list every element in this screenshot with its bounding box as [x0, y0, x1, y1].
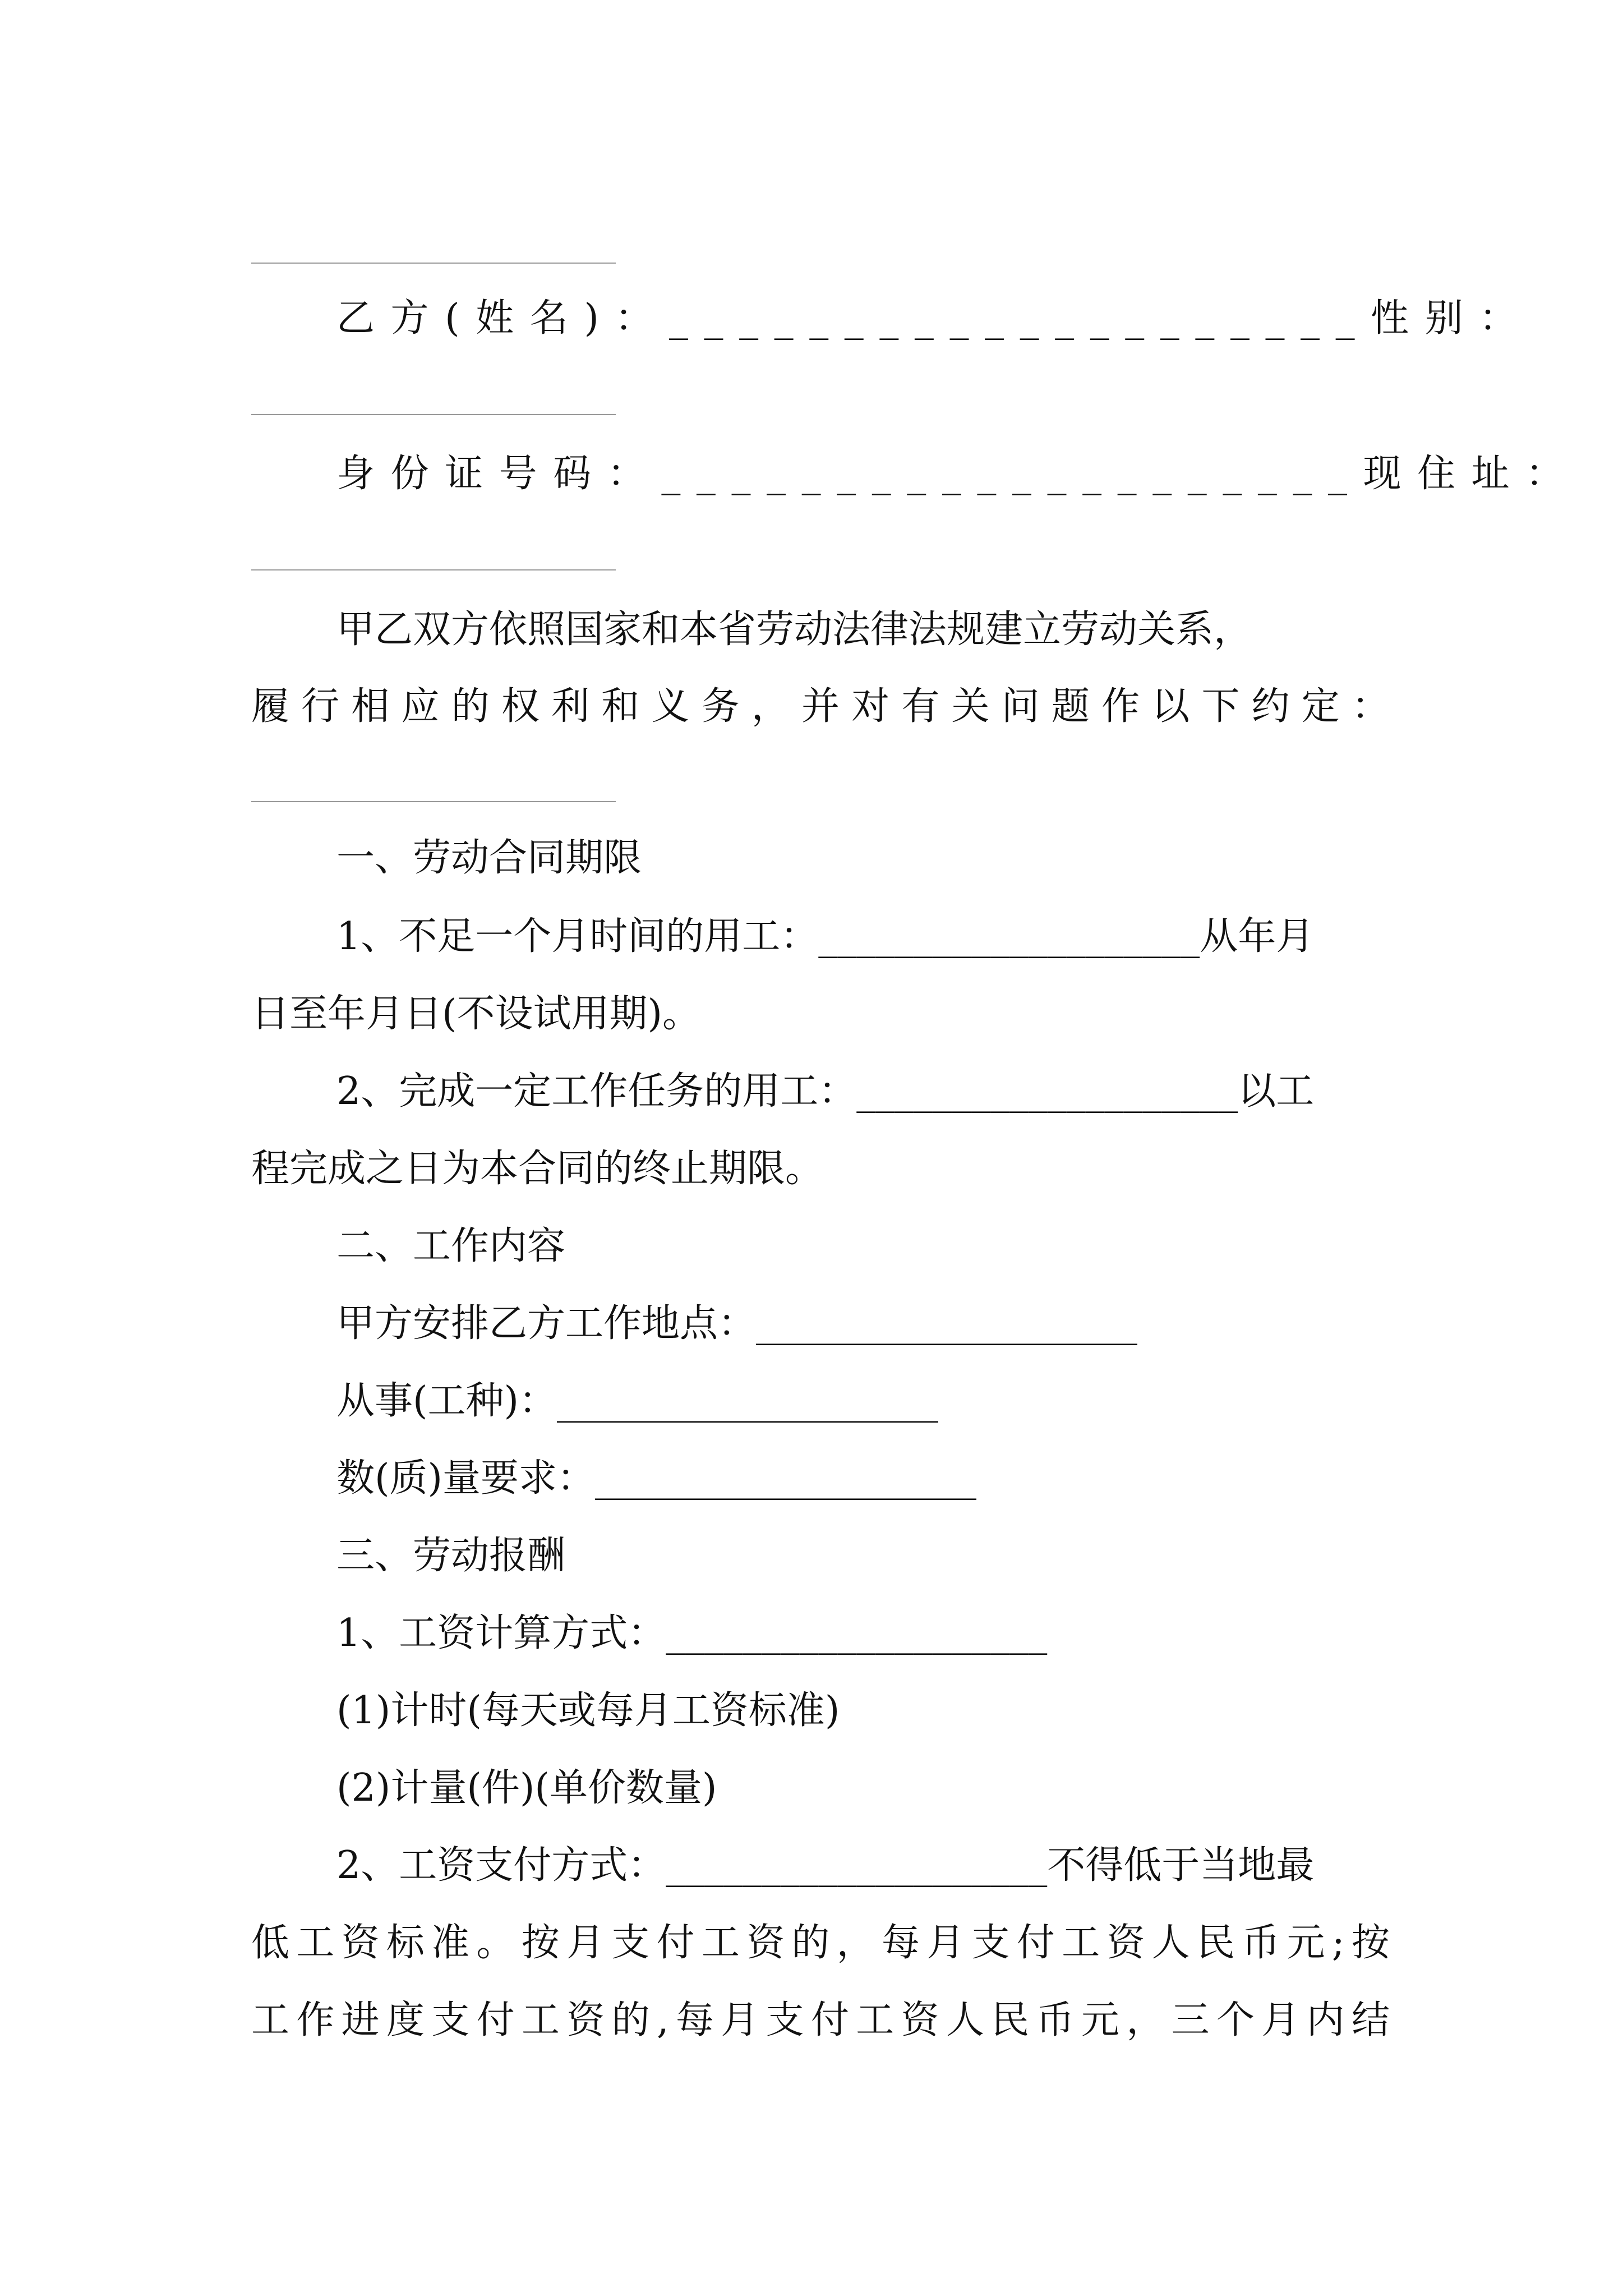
section-1-item-1-line-1: 1、不足一个月时间的用工：____________________从年月: [336, 914, 1315, 959]
wage-option-2: (2)计量(件)(单价数量): [336, 1766, 717, 1810]
party-b-id-line: 身份证号码：____________________现住址：: [336, 452, 1580, 496]
blank-rule: [251, 414, 616, 415]
blank-rule: [251, 569, 616, 570]
wage-payment-line-3: 工作进度支付工资的,每月支付工资人民币元，三个月内结: [251, 1998, 1390, 2042]
work-location-line: 甲方安排乙方工作地点：____________________: [336, 1301, 1138, 1346]
section-1-item-2-line-1: 2、完成一定工作任务的用工：____________________以工: [336, 1069, 1315, 1114]
party-b-name-line: 乙方(姓名)：____________________性别：: [336, 296, 1533, 341]
job-type-line: 从事(工种)：____________________: [336, 1379, 939, 1423]
wage-option-1: (1)计时(每天或每月工资标准): [336, 1688, 840, 1733]
blank-rule: [251, 263, 616, 264]
blank-rule: [251, 801, 616, 802]
quantity-requirement-line: 数(质)量要求：____________________: [336, 1456, 977, 1501]
section-1-heading: 一、劳动合同期限: [336, 836, 642, 880]
intro-line-1: 甲乙双方依照国家和本省劳动法律法规建立劳动关系，: [336, 608, 1252, 652]
section-1-item-1-line-2: 日至年月日(不设试用期)。: [251, 992, 701, 1036]
wage-payment-line-2: 低工资标准。按月支付工资的，每月支付工资人民币元;按: [251, 1921, 1390, 1965]
section-1-item-2-line-2: 程完成之日为本合同的终止期限。: [251, 1147, 824, 1191]
wage-calc-method-line: 1、工资计算方式：____________________: [336, 1611, 1048, 1655]
wage-payment-line-1: 2、工资支付方式：____________________不得低于当地最: [336, 1843, 1315, 1888]
section-3-heading: 三、劳动报酬: [336, 1534, 566, 1578]
intro-line-2: 履行相应的权利和义务，并对有关问题作以下约定：: [251, 684, 1390, 729]
section-2-heading: 二、工作内容: [336, 1224, 566, 1268]
